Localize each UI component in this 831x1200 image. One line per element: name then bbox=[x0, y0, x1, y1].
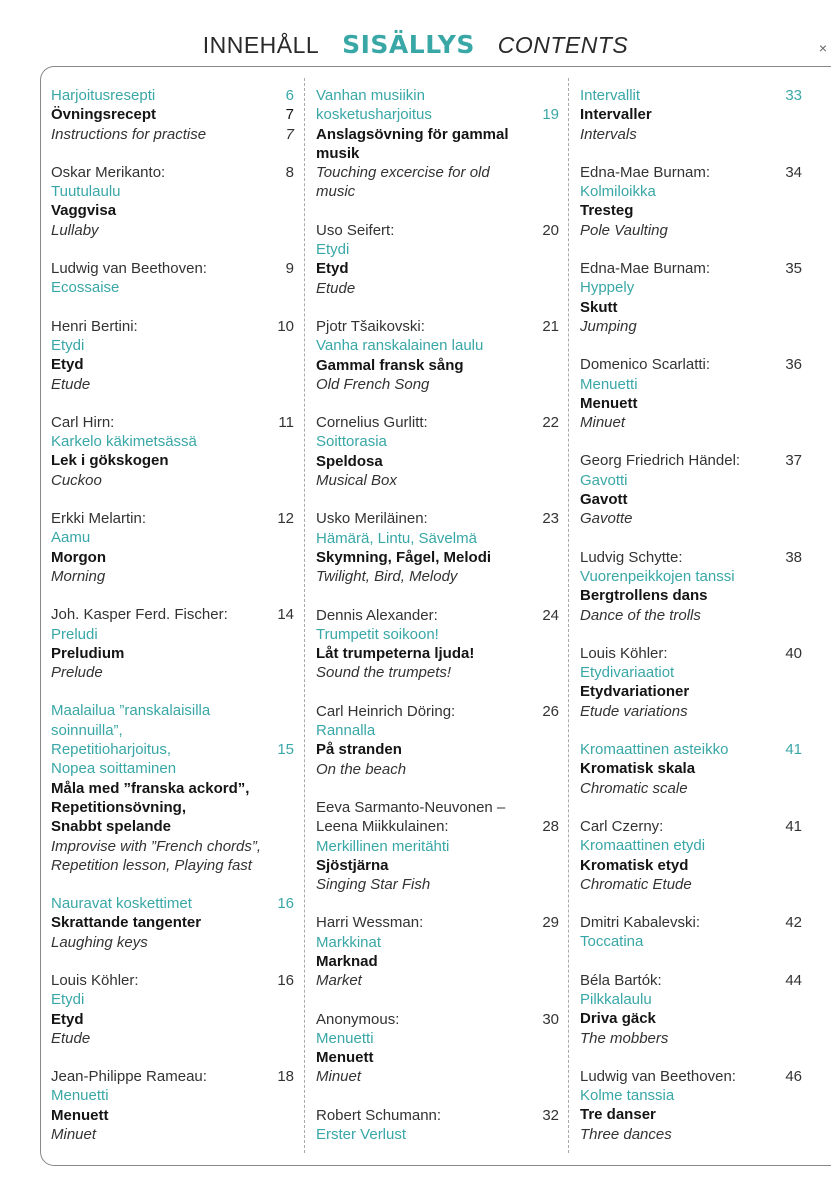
toc-entry bbox=[51, 259, 294, 298]
toc-sv-title: Morgon bbox=[51, 548, 106, 566]
toc-fi-title: Karkelo käkimetsässä bbox=[51, 433, 197, 451]
page-number: 26 bbox=[542, 702, 559, 720]
toc-fi-title: Repetitioharjoitus, bbox=[51, 741, 172, 759]
toc-composer: Joh. Kasper Ferd. Fischer: bbox=[51, 606, 228, 624]
toc-en-title: Minuet bbox=[51, 1126, 97, 1144]
toc-sv-title: Lek i gökskogen bbox=[51, 452, 169, 470]
toc-sv-title: Skrattande tangenter bbox=[51, 914, 202, 932]
toc-sv-title: Driva gäck bbox=[580, 1010, 656, 1028]
toc-en-title: Cuckoo bbox=[51, 471, 102, 489]
toc-en-title: Twilight, Bird, Melody bbox=[316, 568, 458, 586]
toc-en-title: Etude bbox=[316, 279, 356, 297]
toc-fi-title: Menuetti bbox=[51, 1087, 109, 1105]
toc-en-title: Etude bbox=[51, 375, 91, 393]
toc-entry bbox=[580, 1067, 802, 1144]
toc-entry bbox=[316, 86, 559, 202]
toc-fi-title: Trumpetit soikoon! bbox=[316, 625, 439, 643]
toc-entry bbox=[316, 798, 559, 894]
toc-sv-title: Vaggvisa bbox=[51, 202, 117, 220]
toc-composer: Domenico Scarlatti: bbox=[580, 356, 711, 374]
toc-en-title: Minuet bbox=[580, 414, 626, 432]
corner-mark: × bbox=[818, 40, 827, 56]
toc-sv-title: Gammal fransk sång bbox=[316, 356, 464, 374]
toc-en-title: On the beach bbox=[316, 760, 407, 778]
toc-sv-title: Menuett bbox=[580, 394, 638, 412]
toc-entry bbox=[580, 355, 802, 432]
page-number: 35 bbox=[785, 260, 802, 278]
contents-header bbox=[0, 30, 831, 59]
toc-fi-title: Aamu bbox=[51, 529, 91, 547]
toc-fi-title: Kromaattinen asteikko bbox=[580, 741, 729, 759]
page-number: 9 bbox=[285, 260, 294, 278]
toc-composer: Carl Heinrich Döring: bbox=[316, 702, 456, 720]
contents-column-1 bbox=[51, 86, 294, 1163]
toc-composer: Edna-Mae Burnam: bbox=[580, 260, 711, 278]
toc-en-title: Lullaby bbox=[51, 221, 99, 239]
page-number: 7 bbox=[285, 125, 294, 143]
column-divider bbox=[304, 78, 305, 1153]
toc-fi-title: Markkinat bbox=[316, 933, 382, 951]
toc-fi-title: Vuorenpeikkojen tanssi bbox=[580, 567, 735, 585]
toc-en-title: Pole Vaulting bbox=[580, 221, 668, 239]
toc-fi-title: Nopea soittaminen bbox=[51, 760, 177, 778]
contents-column-3 bbox=[580, 86, 802, 1163]
page-number: 18 bbox=[277, 1068, 294, 1086]
toc-sv-title: Måla med ”franska ackord”, bbox=[51, 779, 250, 797]
toc-fi-title: Harjoitusresepti bbox=[51, 87, 156, 104]
page-number: 33 bbox=[785, 87, 802, 104]
toc-entry bbox=[51, 509, 294, 586]
header-swedish: INNEHÅLL bbox=[202, 32, 320, 58]
toc-sv-title: Marknad bbox=[316, 952, 378, 970]
toc-entry bbox=[316, 221, 559, 298]
page-number: 10 bbox=[277, 317, 294, 335]
toc-sv-title: På stranden bbox=[316, 741, 402, 759]
page-number: 42 bbox=[785, 914, 802, 932]
toc-sv-title: Övningsrecept bbox=[51, 106, 157, 124]
toc-entry bbox=[580, 644, 802, 721]
page-number: 8 bbox=[285, 163, 294, 181]
toc-entry bbox=[51, 701, 294, 875]
toc-sv-title: Etyd bbox=[51, 1010, 84, 1028]
toc-fi-title: Tuutulaulu bbox=[51, 183, 121, 201]
toc-fi-title: Menuetti bbox=[316, 1029, 374, 1047]
toc-en-title: Etude bbox=[51, 1029, 91, 1047]
toc-en-title: Improvise with ”French chords”, bbox=[51, 837, 262, 855]
toc-en-title: The mobbers bbox=[580, 1029, 669, 1047]
toc-sv-title: Kromatisk etyd bbox=[580, 856, 689, 874]
page-number: 22 bbox=[542, 414, 559, 432]
toc-sv-title: Bergtrollens dans bbox=[580, 587, 708, 605]
toc-en-title: Singing Star Fish bbox=[316, 876, 431, 894]
toc-composer: Oskar Merikanto: bbox=[51, 163, 166, 181]
toc-sv-title: Menuett bbox=[316, 1049, 374, 1067]
toc-sv-title: Tresteg bbox=[580, 202, 634, 220]
toc-en-title: Instructions for practise bbox=[51, 125, 207, 143]
toc-entry bbox=[316, 509, 559, 586]
page-number: 23 bbox=[542, 510, 559, 528]
toc-sv-title: Menuett bbox=[51, 1106, 109, 1124]
toc-sv-title: Intervaller bbox=[580, 106, 652, 124]
toc-sv-title: Skutt bbox=[580, 298, 618, 316]
page-number: 30 bbox=[542, 1010, 559, 1028]
toc-entry bbox=[580, 817, 802, 894]
page-number: 46 bbox=[785, 1067, 802, 1085]
page-number: 29 bbox=[542, 914, 559, 932]
toc-en-title: Prelude bbox=[51, 664, 103, 682]
page-number: 6 bbox=[285, 87, 294, 104]
toc-sv-title: Etyd bbox=[316, 260, 349, 278]
toc-fi-title: Merkillinen meritähti bbox=[316, 837, 450, 855]
toc-fi-title: kosketusharjoitus bbox=[316, 106, 432, 124]
page-number: 16 bbox=[277, 895, 294, 913]
toc-composer: Edna-Mae Burnam: bbox=[580, 163, 711, 181]
toc-sv-title: Repetitionsövning, bbox=[51, 798, 186, 816]
toc-composer: Eeva Sarmanto-Neuvonen – bbox=[316, 798, 506, 816]
toc-en-title: Laughing keys bbox=[51, 933, 148, 951]
header-finnish: SISÄLLYS bbox=[342, 30, 475, 59]
toc-composer: Harri Wessman: bbox=[316, 914, 424, 932]
toc-en-title: Touching excercise for old music bbox=[316, 164, 490, 201]
page-number: 32 bbox=[542, 1106, 559, 1124]
toc-fi-title: Rannalla bbox=[316, 722, 376, 740]
toc-fi-title: Pilkkalaulu bbox=[580, 990, 652, 1008]
toc-sv-title: Kromatisk skala bbox=[580, 760, 696, 778]
page-number: 34 bbox=[785, 163, 802, 181]
toc-composer: Anonymous: bbox=[316, 1010, 400, 1028]
toc-en-title: Chromatic Etude bbox=[580, 875, 692, 893]
toc-en-title: Repetition lesson, Playing fast bbox=[51, 856, 252, 874]
toc-en-title: Three dances bbox=[580, 1125, 672, 1143]
toc-entry bbox=[316, 702, 559, 779]
toc-sv-title: Gavott bbox=[580, 491, 628, 509]
toc-sv-title: Skymning, Fågel, Melodi bbox=[316, 548, 492, 566]
toc-composer: Pjotr Tšaikovski: bbox=[316, 317, 425, 335]
toc-entry bbox=[316, 1010, 559, 1087]
page-number: 38 bbox=[785, 548, 802, 566]
page-number: 44 bbox=[785, 971, 802, 989]
toc-en-title: Jumping bbox=[580, 317, 637, 335]
page-number: 11 bbox=[278, 413, 294, 431]
toc-composer: Dmitri Kabalevski: bbox=[580, 914, 701, 932]
toc-fi-title: Nauravat koskettimet bbox=[51, 895, 192, 913]
toc-sv-title: Preludium bbox=[51, 644, 125, 662]
toc-entry bbox=[316, 913, 559, 990]
toc-composer: Béla Bartók: bbox=[580, 971, 662, 989]
toc-entry bbox=[51, 894, 294, 952]
toc-sv-title: Anslagsövning för gammal musik bbox=[316, 125, 509, 162]
toc-entry bbox=[580, 740, 802, 798]
toc-en-title: Chromatic scale bbox=[580, 779, 688, 797]
toc-entry bbox=[580, 163, 802, 240]
toc-en-title: Market bbox=[316, 972, 362, 990]
toc-composer: Uso Seifert: bbox=[316, 221, 395, 239]
toc-fi-title: Maalailua ”ranskalaisilla soinnuilla”, bbox=[51, 702, 211, 739]
toc-entry bbox=[51, 86, 294, 144]
toc-en-title: Intervals bbox=[580, 125, 637, 143]
toc-entry bbox=[580, 548, 802, 625]
toc-composer: Ludwig van Beethoven: bbox=[51, 260, 207, 278]
toc-fi-title: Kromaattinen etydi bbox=[580, 837, 706, 855]
toc-fi-title: Hämärä, Lintu, Sävelmä bbox=[316, 529, 477, 547]
toc-entry bbox=[51, 413, 294, 490]
toc-sv-title: Etyd bbox=[51, 356, 84, 374]
toc-composer: Ludwig van Beethoven: bbox=[580, 1067, 736, 1085]
toc-fi-title: Etydi bbox=[51, 336, 85, 354]
page-number: 16 bbox=[277, 971, 294, 989]
toc-composer: Carl Hirn: bbox=[51, 413, 115, 431]
toc-entry bbox=[580, 451, 802, 528]
toc-entry bbox=[580, 913, 802, 952]
toc-entry bbox=[580, 86, 802, 144]
toc-fi-title: Vanha ranskalainen laulu bbox=[316, 337, 484, 355]
page-number: 21 bbox=[542, 317, 559, 335]
page-number: 20 bbox=[542, 221, 559, 239]
contents-column-2 bbox=[316, 86, 559, 1163]
toc-composer: Robert Schumann: bbox=[316, 1106, 442, 1124]
toc-entry bbox=[51, 163, 294, 240]
toc-en-title: Etude variations bbox=[580, 702, 688, 720]
toc-sv-title: Tre danser bbox=[580, 1106, 656, 1124]
page-number: 41 bbox=[785, 741, 802, 759]
page-number: 36 bbox=[785, 356, 802, 374]
toc-composer: Usko Meriläinen: bbox=[316, 510, 428, 528]
toc-sv-title: Sjöstjärna bbox=[316, 856, 389, 874]
toc-en-title: Dance of the trolls bbox=[580, 606, 701, 624]
toc-fi-title: Vanhan musiikin bbox=[316, 87, 425, 104]
page-number: 37 bbox=[785, 452, 802, 470]
toc-fi-title: Ecossaise bbox=[51, 279, 120, 297]
toc-composer: Louis Köhler: bbox=[580, 644, 668, 662]
column-divider bbox=[568, 78, 569, 1153]
toc-fi-title: Intervallit bbox=[580, 87, 641, 104]
toc-en-title: Musical Box bbox=[316, 472, 397, 490]
toc-entry bbox=[580, 259, 802, 336]
toc-composer: Louis Köhler: bbox=[51, 971, 139, 989]
toc-sv-title: Låt trumpeterna ljuda! bbox=[316, 645, 475, 663]
toc-composer: Erkki Melartin: bbox=[51, 510, 147, 528]
toc-composer: Cornelius Gurlitt: bbox=[316, 414, 428, 432]
toc-fi-title: Kolme tanssia bbox=[580, 1087, 675, 1105]
toc-fi-title: Kolmiloikka bbox=[580, 183, 656, 201]
toc-composer: Henri Bertini: bbox=[51, 317, 138, 335]
toc-entry bbox=[316, 317, 559, 394]
page-number: 40 bbox=[785, 644, 802, 662]
toc-fi-title: Menuetti bbox=[580, 375, 638, 393]
toc-entry bbox=[51, 317, 294, 394]
toc-fi-title: Gavotti bbox=[580, 471, 628, 489]
toc-composer: Ludvig Schytte: bbox=[580, 548, 683, 566]
toc-fi-title: Etydi bbox=[316, 241, 350, 259]
page-number: 28 bbox=[542, 818, 559, 836]
toc-fi-title: Preludi bbox=[51, 625, 98, 643]
toc-composer: Dennis Alexander: bbox=[316, 606, 438, 624]
page-number: 7 bbox=[285, 106, 294, 124]
page-number: 24 bbox=[542, 606, 559, 624]
toc-en-title: Old French Song bbox=[316, 375, 430, 393]
toc-fi-title: Etydi bbox=[51, 991, 85, 1009]
toc-en-title: Morning bbox=[51, 567, 106, 585]
page-number: 12 bbox=[277, 510, 294, 528]
toc-entry bbox=[316, 606, 559, 683]
toc-composer: Georg Friedrich Händel: bbox=[580, 452, 741, 470]
toc-composer: Leena Miikkulainen: bbox=[316, 818, 449, 836]
page-number: 19 bbox=[542, 106, 559, 124]
toc-entry bbox=[51, 971, 294, 1048]
toc-en-title: Gavotte bbox=[580, 510, 633, 528]
header-english: CONTENTS bbox=[497, 32, 629, 58]
toc-en-title: Sound the trumpets! bbox=[316, 664, 452, 682]
page-number: 41 bbox=[785, 817, 802, 835]
toc-fi-title: Etydivariaatiot bbox=[580, 664, 675, 682]
toc-composer: Jean-Philippe Rameau: bbox=[51, 1068, 207, 1086]
toc-en-title: Minuet bbox=[316, 1068, 362, 1086]
page-number: 15 bbox=[277, 741, 294, 759]
toc-sv-title: Etydvariationer bbox=[580, 683, 690, 701]
toc-sv-title: Snabbt spelande bbox=[51, 818, 172, 836]
toc-entry bbox=[580, 971, 802, 1048]
toc-entry bbox=[51, 1067, 294, 1144]
toc-entry bbox=[316, 1106, 559, 1145]
toc-fi-title: Hyppely bbox=[580, 279, 635, 297]
page-number: 14 bbox=[277, 606, 294, 624]
toc-fi-title: Toccatina bbox=[580, 933, 644, 951]
toc-composer: Carl Czerny: bbox=[580, 817, 664, 835]
toc-entry bbox=[316, 413, 559, 490]
toc-fi-title: Erster Verlust bbox=[316, 1126, 407, 1144]
toc-sv-title: Speldosa bbox=[316, 452, 383, 470]
toc-fi-title: Soittorasia bbox=[316, 433, 387, 451]
toc-entry bbox=[51, 605, 294, 682]
